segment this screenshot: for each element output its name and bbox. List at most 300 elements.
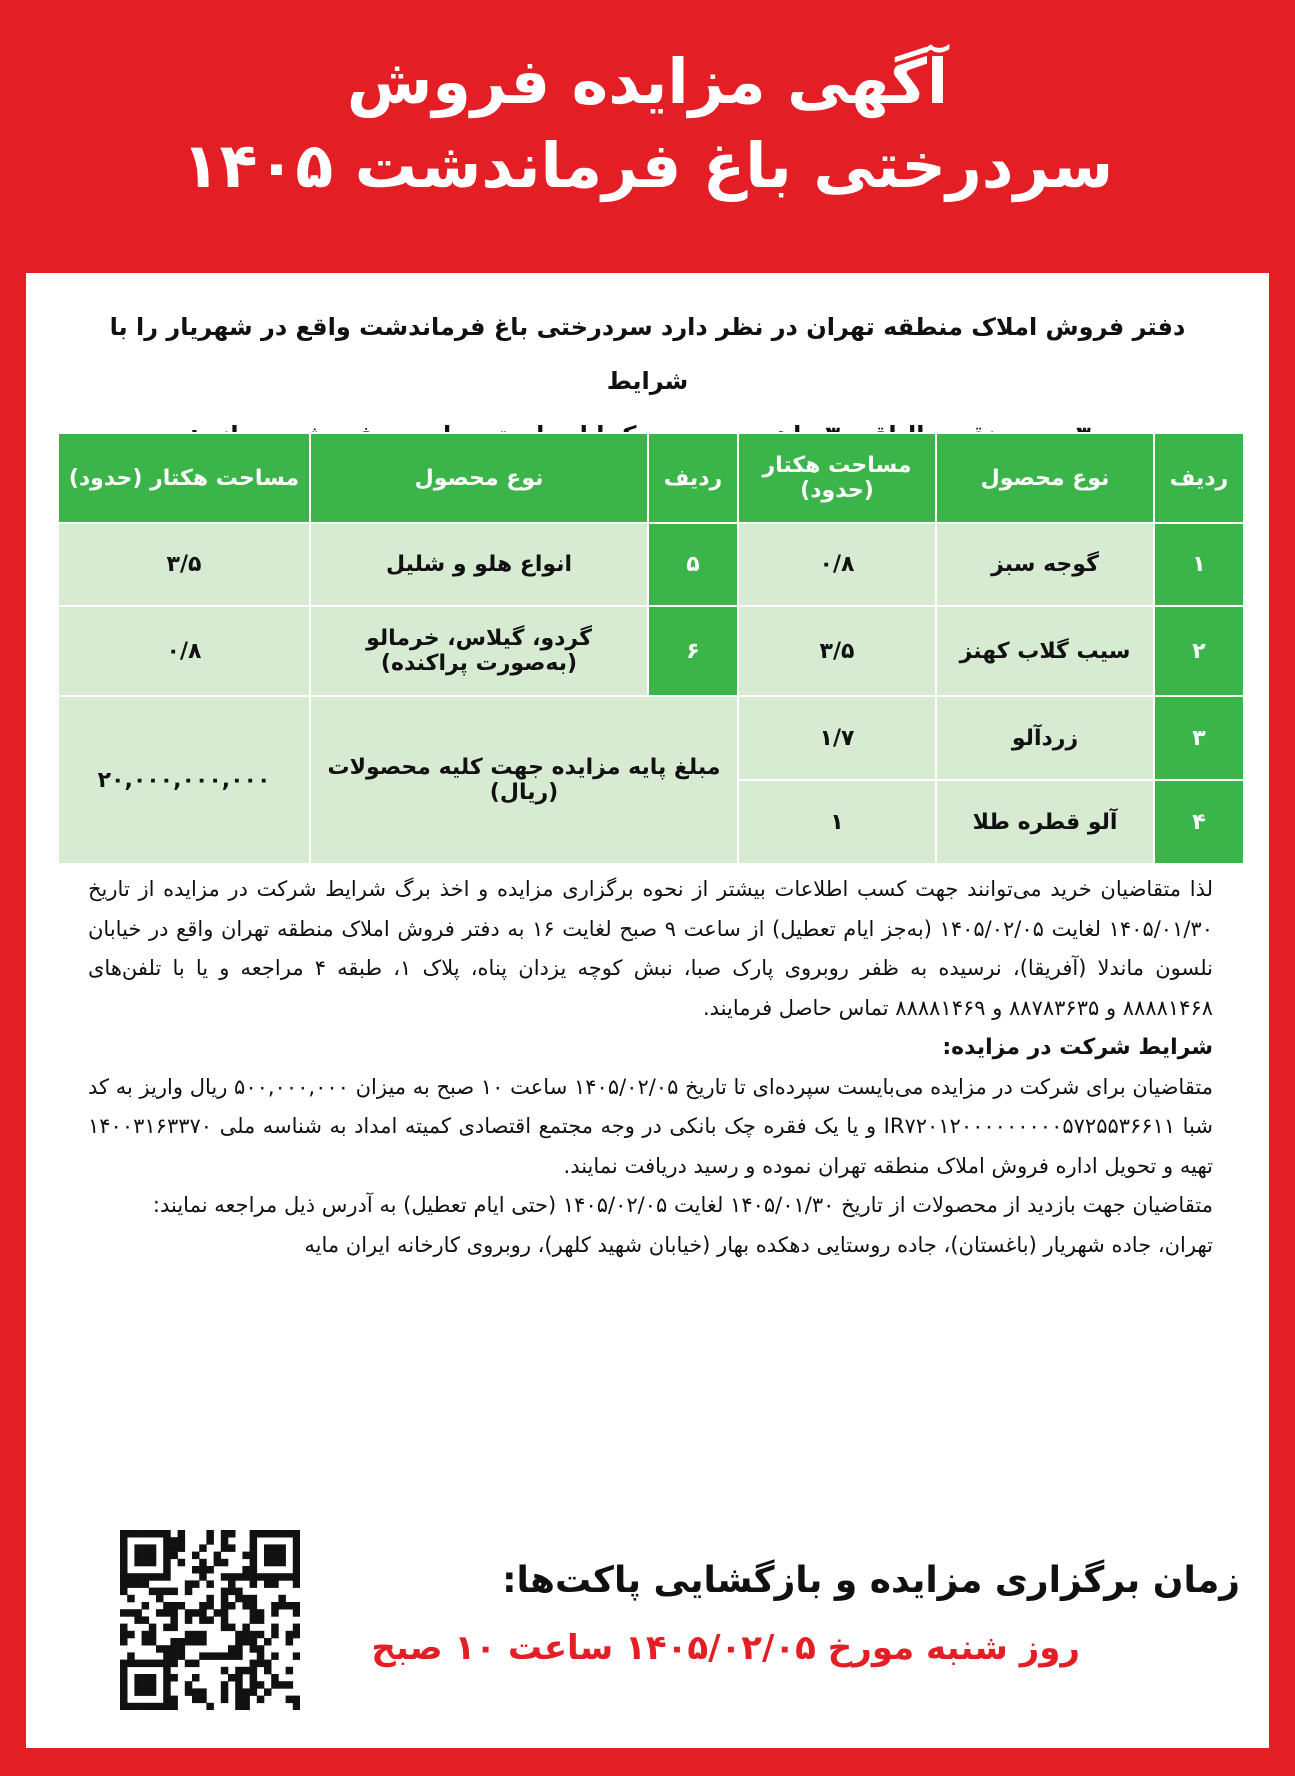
qr-module [199,1616,207,1624]
qr-module [228,1588,236,1596]
qr-module [221,1624,229,1632]
qr-module [293,1696,300,1704]
qr-module [185,1609,193,1617]
table-row [58,606,1244,696]
qr-module [293,1544,300,1552]
qr-module [199,1602,207,1610]
qr-module [149,1681,157,1689]
qr-module [264,1660,272,1668]
qr-module [185,1580,193,1588]
row-area: ۱/۷ [738,696,936,780]
qr-module [221,1667,229,1675]
qr-module [293,1703,300,1710]
qr-module [286,1631,294,1639]
qr-module [250,1660,258,1668]
row-product: آلو قطره طلا [936,780,1154,864]
qr-module [242,1573,250,1581]
qr-module [250,1573,258,1581]
qr-module [185,1681,193,1689]
qr-module [221,1537,229,1545]
qr-module [271,1681,279,1689]
qr-module [163,1552,171,1560]
qr-module [250,1609,258,1617]
qr-module [120,1631,128,1639]
qr-module [293,1559,300,1567]
qr-module [221,1595,229,1603]
qr-module [134,1660,142,1668]
qr-module [185,1616,193,1624]
qr-module [278,1595,286,1603]
qr-module [278,1681,286,1689]
header-index: ردیف [1154,433,1244,523]
qr-module [120,1696,128,1704]
qr-module [170,1624,178,1632]
qr-module [250,1566,258,1574]
qr-module [170,1537,178,1545]
qr-module [134,1616,142,1624]
qr-module [199,1544,207,1552]
row-product-2: گردو، گیلاس، خرمالو (به‌صورت پراکنده) [310,606,648,696]
qr-module [271,1580,279,1588]
qr-module [163,1652,171,1660]
qr-module [206,1595,214,1603]
row-index-2: ۵ [648,523,738,606]
row-product: گوجه سبز [936,523,1154,606]
qr-module [192,1631,200,1639]
qr-module [293,1652,300,1660]
qr-module [149,1530,157,1538]
qr-module [142,1660,150,1668]
qr-module [170,1645,178,1653]
row-area-2: ۳/۵ [58,523,310,606]
qr-module [120,1552,128,1560]
qr-module [250,1602,258,1610]
qr-module [206,1652,214,1660]
qr-module [163,1674,171,1682]
qr-module [120,1609,128,1617]
qr-module [206,1703,214,1710]
qr-module [134,1681,142,1689]
qr-module [264,1559,272,1567]
qr-module [199,1631,207,1639]
qr-module [178,1530,186,1538]
qr-module [170,1660,178,1668]
qr-module [134,1688,142,1696]
paragraph-deposit: متقاضیان برای شرکت در مزایده می‌بایست سپرده‌ای تا تاریخ ۱۴۰۵/۰۲/۰۵ ساعت ۱۰ صبح به میزان ۵۰۰,۰۰۰,۰۰۰ ریال واریز به کد شبا IR۷۲۰۱۲۰۰۰۰۰۰۰۰۰۵۷۲۵۵۳۶۶۱۱ و یا یک فقره چک بانکی در وجه مجتمع اقتصادی کمیته امداد به شناسه ملی ۱۴۰۰۳۱۶۳۳۷۰ تهیه و تحویل اداره فروش املاک منطقه تهران نموده و رسید دریافت نمایند. [88,1074,1214,1178]
qr-module [293,1566,300,1574]
row-product: زردآلو [936,696,1154,780]
qr-module [228,1580,236,1588]
qr-module [278,1559,286,1567]
qr-module [163,1530,171,1538]
qr-module [250,1552,258,1560]
header-index-2: ردیف [648,433,738,523]
qr-module [163,1609,171,1617]
qr-module [257,1631,265,1639]
qr-module [142,1631,150,1639]
qr-module [156,1573,164,1581]
qr-module [170,1674,178,1682]
qr-module [170,1609,178,1617]
qr-module [163,1602,171,1610]
table-row [58,696,1244,780]
qr-module [134,1573,142,1581]
qr-module [271,1674,279,1682]
qr-module [192,1609,200,1617]
qr-module [178,1559,186,1567]
qr-module [163,1696,171,1704]
qr-module [142,1674,150,1682]
qr-module [149,1559,157,1567]
header-product-2: نوع محصول [310,433,648,523]
qr-module [149,1588,157,1596]
qr-module [134,1674,142,1682]
qr-module [264,1667,272,1675]
row-area: ۱ [738,780,936,864]
qr-module [156,1530,164,1538]
qr-module [264,1552,272,1560]
qr-module [199,1609,207,1617]
qr-module [163,1667,171,1675]
qr-module [120,1573,128,1581]
qr-module [120,1660,128,1668]
qr-module [235,1631,243,1639]
qr-module [170,1588,178,1596]
qr-module [199,1638,207,1646]
row-index: ۴ [1154,780,1244,864]
qr-module [293,1537,300,1545]
qr-module [264,1530,272,1538]
qr-module [120,1580,128,1588]
qr-module [170,1602,178,1610]
qr-module [178,1537,186,1545]
qr-module [271,1631,279,1639]
qr-module [192,1660,200,1668]
qr-module [163,1688,171,1696]
qr-module [278,1573,286,1581]
qr-module [127,1660,135,1668]
qr-module [163,1660,171,1668]
qr-module [142,1681,150,1689]
qr-module [250,1638,258,1646]
qr-module [228,1674,236,1682]
qr-module [271,1552,279,1560]
qr-module [127,1573,135,1581]
qr-module [250,1595,258,1603]
row-index: ۳ [1154,696,1244,780]
qr-module [149,1703,157,1710]
qr-module [120,1530,128,1538]
qr-module [257,1645,265,1653]
qr-module [264,1573,272,1581]
qr-module [214,1609,222,1617]
qr-module [242,1631,250,1639]
qr-module [185,1588,193,1596]
qr-module [120,1566,128,1574]
qr-module [271,1652,279,1660]
qr-module [156,1660,164,1668]
qr-module [242,1624,250,1632]
qr-module [221,1681,229,1689]
products-table [57,432,1245,865]
qr-module [242,1696,250,1704]
qr-module [235,1588,243,1596]
qr-module [228,1530,236,1538]
qr-module [235,1652,243,1660]
qr-module [163,1703,171,1710]
qr-module [178,1602,186,1610]
qr-module [257,1609,265,1617]
qr-module [228,1652,236,1660]
qr-module [293,1624,300,1632]
qr-module [163,1544,171,1552]
qr-module [156,1588,164,1596]
qr-module [206,1580,214,1588]
qr-module [142,1616,150,1624]
qr-module [286,1602,294,1610]
qr-module [192,1688,200,1696]
qr-module [149,1552,157,1560]
paragraph-inquiry: لذا متقاضیان خرید می‌توانند جهت کسب اطلاعات بیشتر از نحوه برگزاری مزایده و اخذ برگ شرایط شرکت در مزایده از تاریخ ۱۴۰۵/۰۱/۳۰ لغایت ۱۴۰۵/۰۲/۰۵ (به‌جز ایام تعطیل) از ساعت ۹ صبح لغایت ۱۶ به دفتر فروش املاک منطقه تهران واقع در خیابان نلسون ماندلا (آفریقا)، نرسیده به ظفر روبروی پارک صبا، نبش کوچه یزدان پناه، پلاک ۱، طبقه ۴ مراجعه و یا با تلفن‌های ۸۸۸۸۱۴۶۸ و ۸۸۷۸۳۶۳۵ و ۸۸۸۸۱۴۶۹ تماس حاصل فرمایند. [88,877,1213,1020]
qr-module [250,1681,258,1689]
qr-module [134,1552,142,1560]
qr-module [163,1588,171,1596]
qr-module [235,1638,243,1646]
qr-module [257,1616,265,1624]
qr-module [235,1696,243,1704]
qr-module [293,1573,300,1581]
header-area-2: مساحت هکتار (حدود) [58,433,310,523]
qr-module [199,1566,207,1574]
qr-module [271,1609,279,1617]
qr-module [170,1544,178,1552]
row-product-2: انواع هلو و شلیل [310,523,648,606]
row-index: ۱ [1154,523,1244,606]
qr-module [170,1652,178,1660]
qr-module [192,1674,200,1682]
qr-module [120,1674,128,1682]
qr-module [142,1580,150,1588]
qr-module [170,1703,178,1710]
qr-module [264,1580,272,1588]
qr-module [192,1638,200,1646]
qr-module [120,1537,128,1545]
qr-module [142,1559,150,1567]
qr-module [278,1552,286,1560]
qr-module [120,1681,128,1689]
qr-module [271,1544,279,1552]
qr-module [199,1652,207,1660]
qr-module [170,1552,178,1560]
qr-module [206,1602,214,1610]
qr-module [221,1652,229,1660]
qr-module [149,1638,157,1646]
qr-module [178,1645,186,1653]
qr-module [271,1530,279,1538]
qr-module [264,1638,272,1646]
row-area: ۳/۵ [738,606,936,696]
qr-module [163,1559,171,1567]
qr-module [286,1530,294,1538]
qr-module [293,1602,300,1610]
qr-module [221,1616,229,1624]
qr-module [228,1602,236,1610]
qr-module [120,1624,128,1632]
qr-module [278,1544,286,1552]
qr-module [250,1688,258,1696]
qr-module [142,1552,150,1560]
qr-module [235,1595,243,1603]
qr-module [242,1703,250,1710]
qr-module [170,1616,178,1624]
qr-module [120,1559,128,1567]
qr-module [170,1696,178,1704]
qr-module [257,1530,265,1538]
qr-module [257,1681,265,1689]
qr-module [149,1688,157,1696]
qr-module [142,1544,150,1552]
qr-module [149,1660,157,1668]
qr-module [214,1552,222,1560]
qr-module [250,1544,258,1552]
qr-module [206,1537,214,1545]
qr-module [178,1652,186,1660]
qr-module [163,1573,171,1581]
qr-module [250,1537,258,1545]
qr-module [271,1624,279,1632]
qr-module [221,1573,229,1581]
qr-module [250,1580,258,1588]
qr-module [293,1631,300,1639]
qr-module [293,1580,300,1588]
qr-module [149,1674,157,1682]
qr-module [163,1537,171,1545]
qr-module [221,1696,229,1704]
qr-module [149,1624,157,1632]
qr-module [163,1681,171,1689]
qr-module [163,1566,171,1574]
conditions-heading: شرایط شرکت در مزایده: [942,1035,1213,1060]
title-line-1: آگهی مزایده فروش [346,45,949,118]
row-area-2: ۰/۸ [58,606,310,696]
qr-module [221,1602,229,1610]
qr-module [250,1631,258,1639]
qr-module [120,1703,128,1710]
qr-module [221,1609,229,1617]
qr-module [250,1616,258,1624]
qr-module [257,1660,265,1668]
qr-module [235,1703,243,1710]
qr-module [221,1559,229,1567]
qr-module [228,1645,236,1653]
qr-module [134,1559,142,1567]
qr-module [199,1688,207,1696]
qr-module [149,1573,157,1581]
qr-module [156,1595,164,1603]
qr-module [127,1530,135,1538]
qr-module [142,1688,150,1696]
qr-module [185,1631,193,1639]
qr-module [134,1544,142,1552]
qr-module [142,1602,150,1610]
intro-line-1: دفتر فروش املاک منطقه تهران در نظر دارد سردرختی باغ فرماندشت واقع در شهریار را با شرایط [109,313,1186,395]
qr-module [286,1681,294,1689]
qr-module [142,1530,150,1538]
qr-module [221,1530,229,1538]
qr-module [149,1544,157,1552]
qr-module [257,1696,265,1704]
qr-module [242,1566,250,1574]
row-index: ۲ [1154,606,1244,696]
qr-module [120,1588,128,1596]
qr-module [228,1544,236,1552]
qr-module [178,1638,186,1646]
qr-module [271,1559,279,1567]
qr-module [221,1688,229,1696]
qr-module [134,1609,142,1617]
qr-module [134,1703,142,1710]
qr-module [142,1638,150,1646]
qr-module [127,1595,135,1603]
qr-code [120,1530,300,1710]
qr-module [185,1688,193,1696]
notice-body [88,870,1213,1265]
qr-module [142,1573,150,1581]
qr-module [235,1674,243,1682]
qr-module [149,1631,157,1639]
qr-module [163,1645,171,1653]
row-area: ۰/۸ [738,523,936,606]
row-product: سیب گلاب کهنز [936,606,1154,696]
table-row [58,523,1244,606]
qr-module [170,1638,178,1646]
qr-module [286,1573,294,1581]
auction-time-title: زمان برگزاری مزایده و بازگشایی پاکت‌ها: [502,1560,1240,1601]
header-area: مساحت هکتار (حدود) [738,433,936,523]
qr-module [286,1667,294,1675]
qr-module [286,1696,294,1704]
qr-module [221,1588,229,1596]
qr-module [250,1645,258,1653]
qr-module [206,1616,214,1624]
qr-module [192,1580,200,1588]
qr-module [250,1530,258,1538]
qr-module [228,1573,236,1581]
auction-time-value: روز شنبه مورخ ۱۴۰۵/۰۲/۰۵ ساعت ۱۰ صبح [371,1628,1080,1668]
qr-module [206,1566,214,1574]
qr-module [185,1638,193,1646]
qr-module [242,1667,250,1675]
qr-module [120,1544,128,1552]
qr-module [242,1552,250,1560]
qr-module [257,1573,265,1581]
qr-module [178,1544,186,1552]
header-product: نوع محصول [936,433,1154,523]
qr-module [235,1645,243,1653]
qr-module [250,1667,258,1675]
qr-module [127,1609,135,1617]
qr-module [134,1580,142,1588]
qr-module [264,1688,272,1696]
qr-module [242,1638,250,1646]
qr-module [192,1696,200,1704]
paragraph-visit: متقاضیان جهت بازدید از محصولات از تاریخ ۱۴۰۵/۰۱/۳۰ لغایت ۱۴۰۵/۰۲/۰۵ (حتی ایام تعطیل) به آدرس ذیل مراجعه نمایند: [152,1193,1213,1217]
qr-module [278,1602,286,1610]
qr-module [185,1660,193,1668]
qr-module [156,1645,164,1653]
qr-module [127,1652,135,1660]
qr-module [286,1638,294,1646]
